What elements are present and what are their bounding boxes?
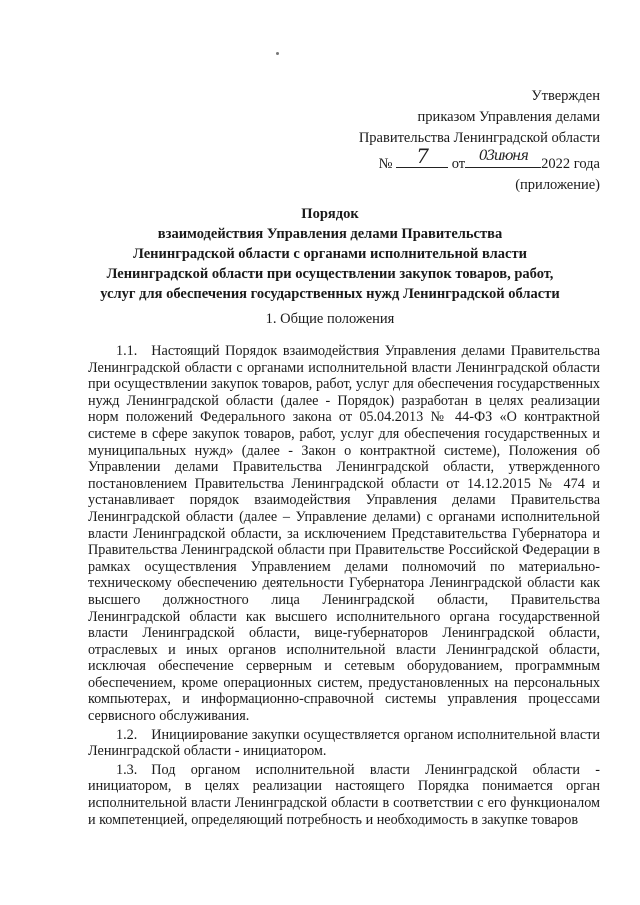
approval-line-2: приказом Управления делами	[417, 109, 600, 125]
order-number-line	[359, 144, 600, 175]
paragraph-number: 1.2.	[116, 726, 138, 743]
order-date-field	[465, 149, 541, 168]
title-line-1: Порядок	[301, 206, 359, 222]
paragraph-1-2	[88, 727, 600, 760]
title-line-3: Ленинградской области с органами исполнительной власти	[133, 246, 527, 262]
paragraph-number: 1.1.	[116, 343, 138, 359]
title-line-2: взаимодействия Управления делами Правительства	[157, 226, 503, 242]
paragraph-text: Инициирование закупки осуществляется органом исполнительной власти Ленинградской области - инициатором.	[88, 726, 600, 760]
approval-line-3: Правительства Ленинградской области	[358, 130, 600, 146]
handwritten-date: 03июня	[478, 148, 528, 164]
number-label: №	[378, 156, 393, 172]
order-number-field	[396, 144, 448, 168]
paragraph-text: Под органом исполнительной власти Ленинградской области - инициатором, в целях реализации настоящего Порядка понимается орган исполнительной власти Ленинградской области в соответствии с его функционалом и компетенцией, определяющий потребность и необходимость в закупке товаров	[88, 761, 600, 828]
approval-line-1: Утвержден	[531, 88, 600, 104]
paragraph-1-3	[88, 762, 600, 828]
handwritten-order-number: 7	[416, 144, 428, 168]
paragraph-text: Настоящий Порядок взаимодействия Управления делами Правительства Ленинградской области с органами исполнительной власти Ленинградской области при осуществлении закупок товаров, работ, услуг для обеспечения государственных нужд Ленинградской области (далее - Порядок) разработан в целях реализации норм положений Федерального закона от 05.04.2013 № 44-ФЗ «О контрактной системе в сфере закупок товаров, работ, услуг для обеспечения государственных и муниципальных нужд» (далее - Закон о контрактной системе), Положения об Управлении делами Правительства Ленинградской области, утвержденного постановлением Правительства Ленинградской области от 14.12.2015 № 474 и устанавливает порядок взаимодействия Управления делами Правительства Ленинградской области (далее – Управление делами) с органами исполнительной власти Ленинградской области, за исключением Представительства Губернатора и Правительства Ленинградской области при Правительстве Российской Федерации в рамках осуществления Управлением делами полномочий по материально-техническому обеспечению деятельности Губернатора Ленинградской области как высшего должностного лица Ленинградской области, Правительства Ленинградской области как высшего исполнительного органа государственной власти Ленинградской области, вице-губернаторов Ленинградской области, отраслевых и иных органов исполнительной власти Ленинградской области, исключая обеспечение серверным и сетевым оборудованием, программным обеспечением, кроме операционных систем, предустановленных на персональных компьютерах, и информационно-справочной системы управления процессами сервисного обслуживания.	[88, 343, 600, 725]
document-body	[88, 343, 600, 830]
section-heading: 1. Общие положения	[265, 311, 395, 327]
document-title	[60, 204, 600, 304]
approval-block	[359, 86, 600, 196]
title-line-5: услуг для обеспечения государственных нужд Ленинградской области	[100, 286, 560, 302]
paragraph-1-1	[88, 343, 600, 725]
from-label: от	[451, 156, 466, 172]
appendix-label: (приложение)	[515, 177, 600, 193]
paragraph-number: 1.3.	[116, 761, 138, 778]
order-year: 2022 года	[541, 156, 600, 172]
title-line-4: Ленинградской области при осуществлении закупок товаров, работ,	[106, 266, 554, 282]
scan-speck	[276, 52, 279, 55]
